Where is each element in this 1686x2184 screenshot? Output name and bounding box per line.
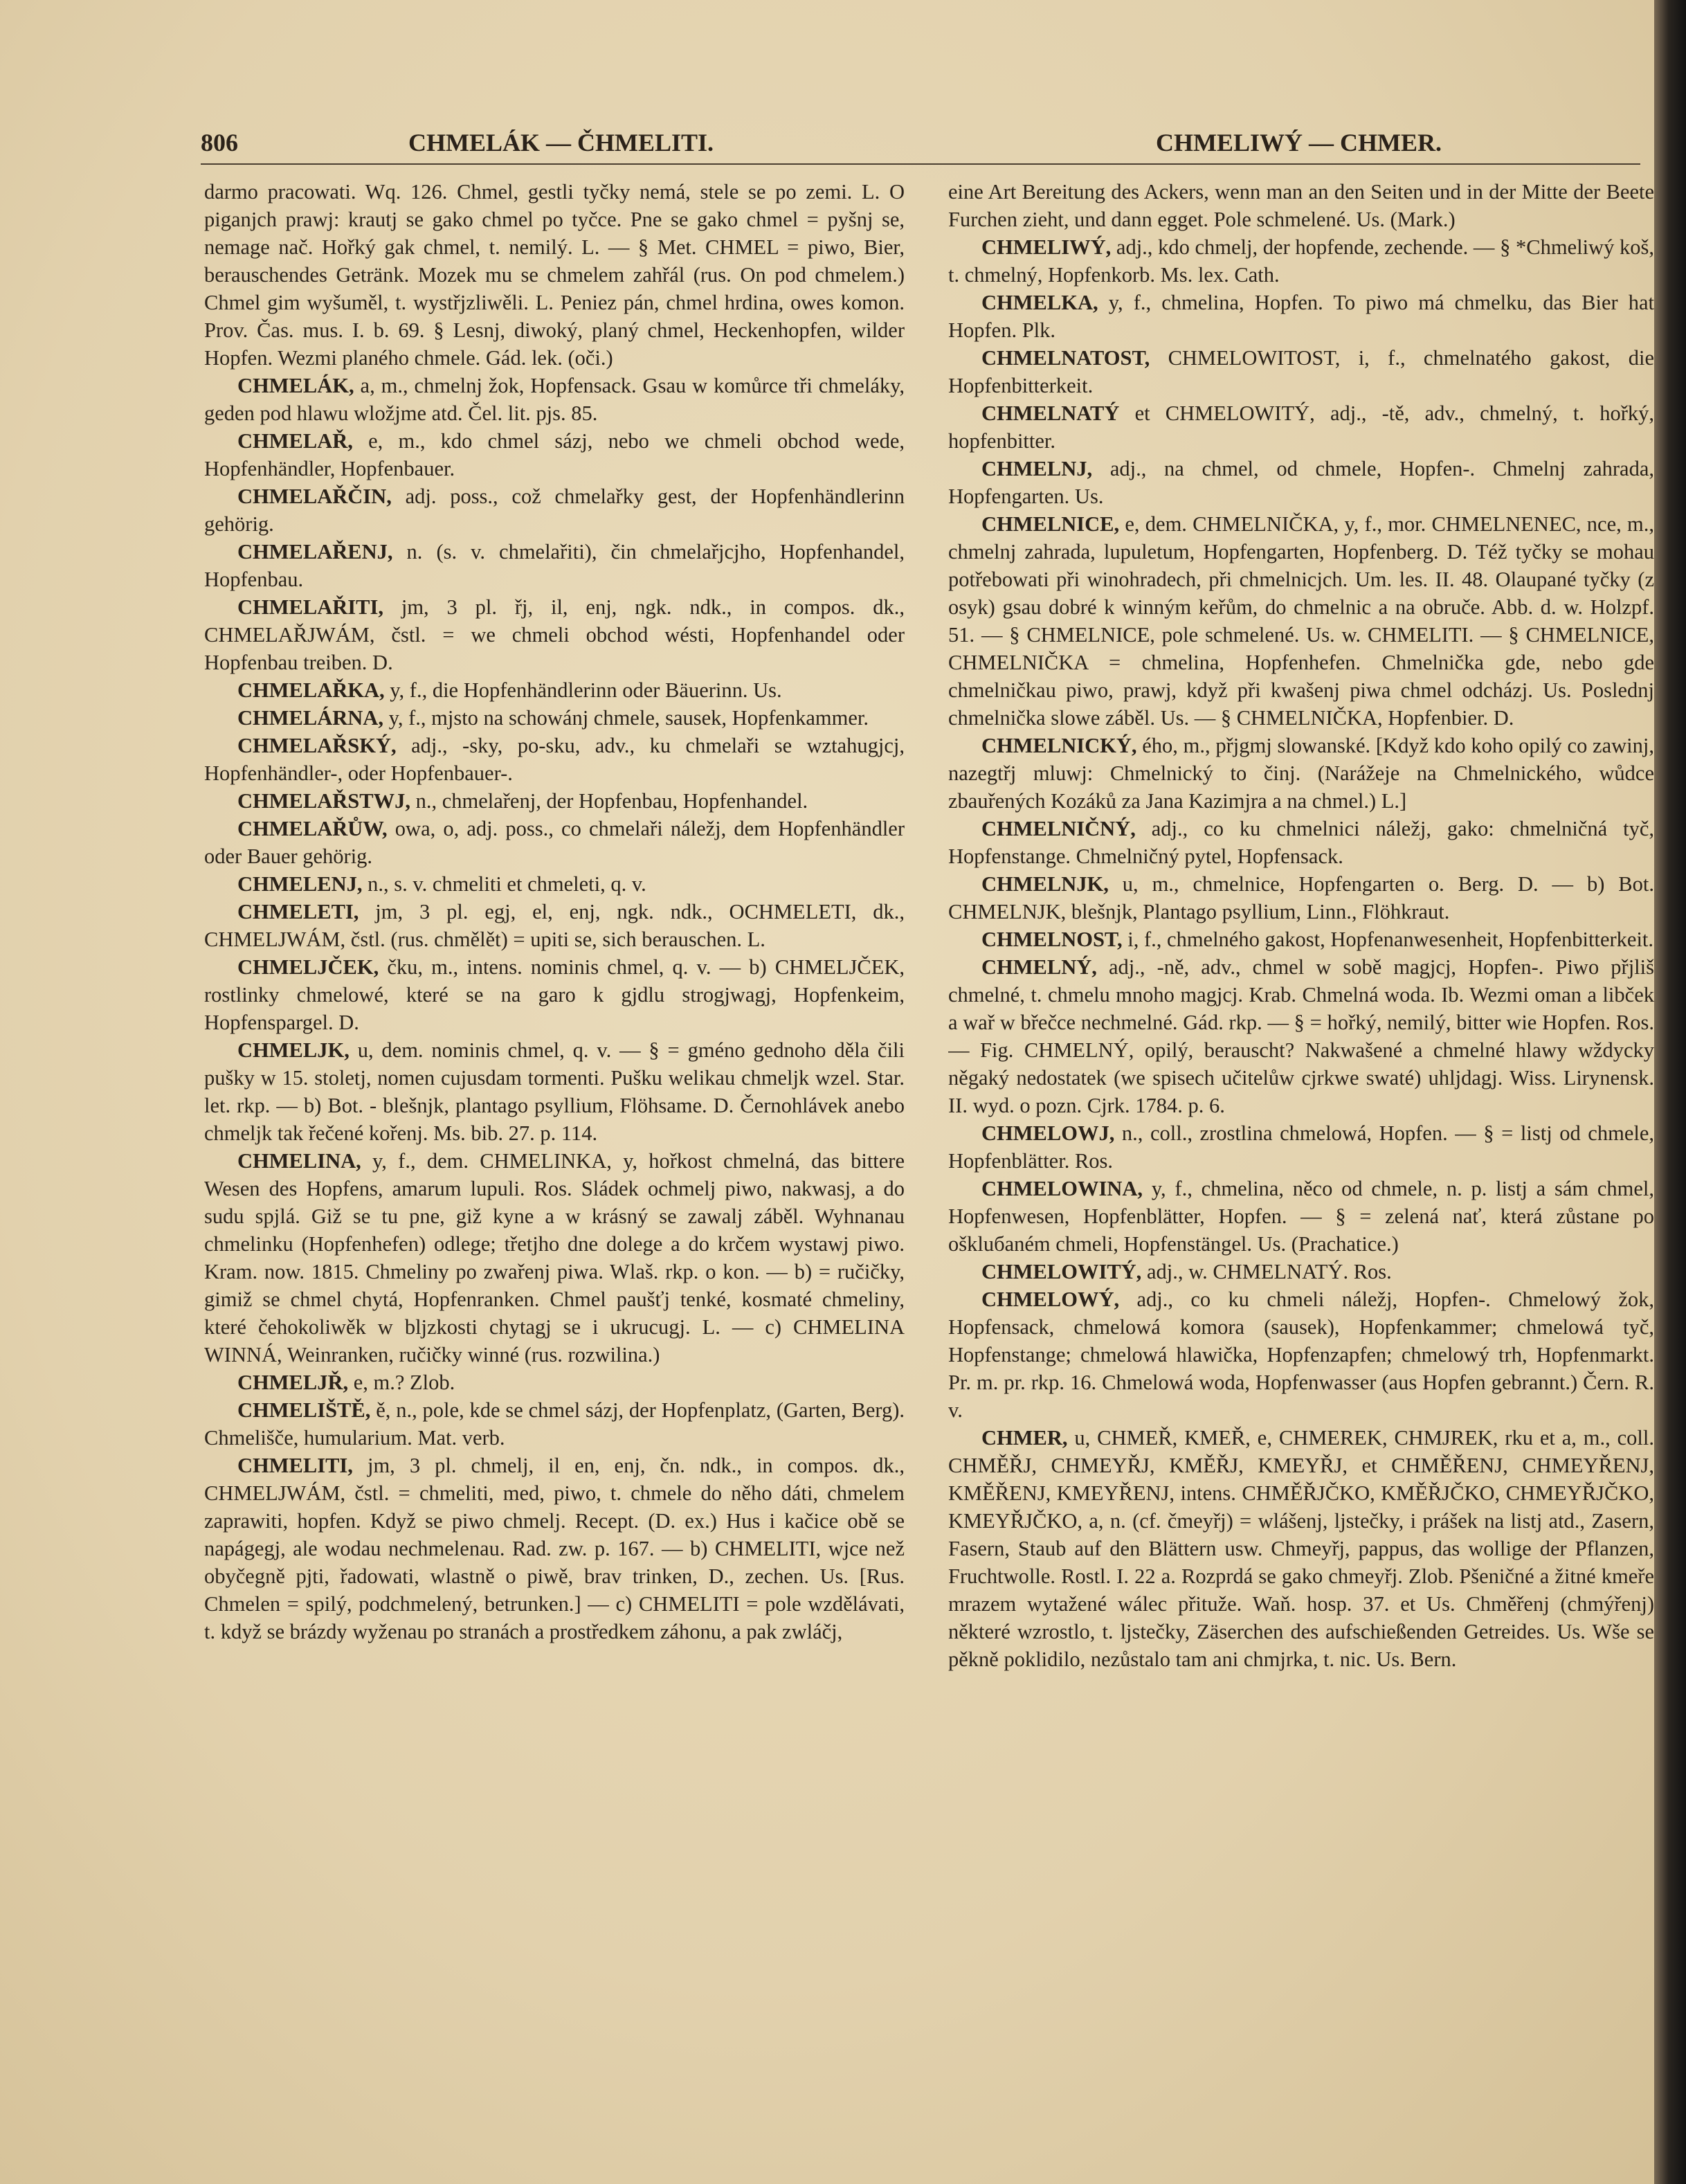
entry-headword: CHMELNATOST, [981,346,1150,370]
dictionary-entry [204,1452,905,1645]
dictionary-entry [948,233,1654,289]
dictionary-entry [948,289,1654,344]
dictionary-entry [204,1369,905,1396]
dictionary-entry [948,1119,1654,1175]
entry-text: jm, 3 pl. chmelj, il en, enj, čn. ndk., in compos. dk., CHMELJWÁM, čstl. = chmeliti, med, piwo, t. chmele do něho dáti, chmelem zaprawiti, hopfen. Když se piwo chmelj. Recept. (D. ex.) Hus i kačice obě se napágegj, ale wodau nechmelenau. Rad. zw. p. 167. — b) CHMELITI, wjce než obyčegně pjti, řadowati, wlastně o piwě, brav trinken, D., zechen. Us. [Rus. Chmelen = spilý, podchmelený, betrunken.] — c) CHMELITI = pole wzdělávati, t. když se brázdy wyženau po stranách a prostředkem záhonu, a pak zwláčj, [204,1454,905,1643]
entry-text: et CHMELOWITÝ, adj., -tě, adv., chmelný, t. hořký, hopfenbitter. [948,401,1654,453]
entry-text: adj., -sky, po-sku, adv., ku chmelaři se wztahugjcj, Hopfenhändler-, oder Hopfenbauer-. [204,734,905,785]
dictionary-entry [204,538,905,593]
dictionary-entry [204,898,905,953]
dictionary-entry [948,455,1654,510]
entry-headword: CHMELJŘ, [237,1371,349,1394]
entry-text: darmo pracowati. Wq. 126. Chmel, gestli tyčky nemá, stele se po zemi. L. O piganjch prawj: krautj se gako chmel po tyčce. Pne se gako chmel = pyšnj se, nemage nač. Hořký gak chmel, t. nemilý. L. — § Met. CHMEL = piwo, Bier, berauschendes Getränk. Mozek mu se chmelem zahřál (rus. On pod chmelem.) Chmel gim wyšuměl, t. wystřjzliwěli. L. Peniez pán, chmel hrdina, owes komon. Prov. Čas. mus. I. b. 69. § Lesnj, diwoký, planý chmel, Heckenhopfen, wilder Hopfen. Wezmi planého chmele. Gád. lek. (oči.) [204,180,905,370]
entry-text: ého, m., přjgmj slowanské. [Když kdo koho opilý co zawinj, nazegtřj mluwj: Chmelnický to činj. (Narážeje na Chmelnického, wůdce zbauřených Kozáků za Jana Kazimjra a na chmel.) L.] [948,734,1654,813]
entry-headword: CHMELETI, [237,900,359,923]
dictionary-entry [948,510,1654,732]
entry-text: e, m.? Zlob. [348,1371,455,1394]
entry-text: i, f., chmelného gakost, Hopfenanwesenheit, Hopfenbitterkeit. [1122,928,1654,951]
entry-text: n. (s. v. chmelařiti), čin chmelařjcjho, Hopfenhandel, Hopfenbau. [204,540,905,591]
entry-headword: CHMELENJ, [237,872,363,896]
entry-headword: CHMELIWÝ, [981,235,1112,259]
entry-headword: CHMELAŘČIN, [237,485,392,508]
entry-headword: CHMELAŘKA, [237,678,385,702]
entry-text: n., coll., zrostlina chmelowá, Hopfen. — § = listj od chmele, Hopfenblätter. Ros. [948,1121,1654,1173]
dictionary-entry [948,926,1654,953]
entry-text: adj., w. CHMELNATÝ. Ros. [1141,1260,1392,1283]
entry-headword: CHMELJK, [237,1038,350,1062]
entry-headword: CHMELNÝ, [981,955,1097,979]
entry-headword: CHMELNIČNÝ, [981,817,1136,840]
dictionary-entry [204,787,905,815]
entry-text: owa, o, adj. poss., co chmelaři náležj, dem Hopfenhändler oder Bauer gehörig. [204,817,905,868]
dictionary-entry [948,953,1654,1119]
dictionary-entry [948,732,1654,815]
dictionary-entry [204,732,905,787]
entry-headword: CHMELOWÝ, [981,1288,1120,1311]
entry-headword: CHMELIŠTĚ, [237,1398,371,1422]
dictionary-entry [948,399,1654,455]
dictionary-entry [948,1175,1654,1258]
entry-text: adj., kdo chmelj, der hopfende, zechende. — § *Chmeliwý koš, t. chmelný, Hopfenkorb. Ms. lex. Cath. [948,235,1654,287]
entry-text: y, f., chmelina, něco od chmele, n. p. listj a sám chmel, Hopfenwesen, Hopfenblätter, Hopfen. — § = zelená nať, která zůstane po oškluбaném chmeli, Hopfenstängel. Us. (Prachatice.) [948,1177,1654,1256]
entry-text: n., chmelařenj, der Hopfenbau, Hopfenhandel. [410,789,808,813]
entry-headword: CHMELNJK, [981,872,1109,896]
entry-text: jm, 3 pl. egj, el, enj, ngk. ndk., OCHMELETI, dk., CHMELJWÁM, čstl. (rus. chmělět) = upiti se, sich berauschen. L. [204,900,905,951]
entry-text: jm, 3 pl. řj, il, enj, ngk. ndk., in compos. dk., CHMELAŘJWÁM, čstl. = we chmeli obchod wésti, Hopfenhandel oder Hopfenbau treiben. D. [204,595,905,674]
entry-text: a, m., chmelnj žok, Hopfensack. Gsau w komůrce tři chmeláky, geden pod hlawu wložjme atd. Čel. lit. pjs. 85. [204,374,905,425]
entry-text: e, m., kdo chmel sázj, nebo we chmeli obchod wede, Hopfenhändler, Hopfenbauer. [204,429,905,480]
entry-text: y, f., die Hopfenhändlerinn oder Bäuerinn. Us. [384,678,782,702]
dictionary-entry [204,482,905,538]
dictionary-entry [204,372,905,427]
entry-text: adj., co ku chmeli náležj, Hopfen-. Chmelowý žok, Hopfensack, chmelowá komora (sausek), Hopfenkammer; chmelowá tyč, Hopfenstange; chmelowá hlawička, Hopfenzapfen; chmelowý trh, Hopfenmarkt. Pr. m. pr. rkp. 16. Chmelowá woda, Hopfenwasser (aus Hopfen gebrannt.) Čern. R. v. [948,1288,1654,1422]
dictionary-entry [948,344,1654,399]
entry-headword: CHMELKA, [981,291,1098,314]
entry-text: u, m., chmelnice, Hopfengarten o. Berg. D. — b) Bot. CHMELNJK, blešnjk, Plantago psyllium, Linn., Flöhkraut. [948,872,1654,923]
entry-text: čku, m., intens. nominis chmel, q. v. — b) CHMELJČEK, rostlinky chmelowé, které se na garo k gjdlu strogjwagj, Hopfenkeim, Hopfenspargel. D. [204,955,905,1034]
entry-headword: CHMELÁK, [237,374,354,397]
entry-headword: CHMELAŘSTWJ, [237,789,410,813]
entry-headword: CHMELAŘ, [237,429,353,453]
dictionary-entry [204,704,905,732]
dictionary-entry [204,1147,905,1369]
entry-text: adj., -ně, adv., chmel w sobě magjcj, Hopfen-. Piwo přjliš chmelné, t. chmelu mnoho magjcj. Krab. Chmelná woda. Ib. Wezmi oman a libček a wař w břečce nechmelné. Gád. rkp. — § = hořký, nemilý, bitter wie Hopfen. Ros. — Fig. CHMELNÝ, opilý, berauscht? Nakwašené a chmelné hlawy wždycky něgaký nedostatek (we spisech učitelůw cjrkwe swaté) uhljdagj. Wiss. Lirynensk. II. wyd. o pozn. Cjrk. 1784. p. 6. [948,955,1654,1117]
entry-headword: CHMELNICE, [981,512,1120,536]
dictionary-entry [948,1285,1654,1424]
dictionary-entry [204,870,905,898]
entry-headword: CHMELOWINA, [981,1177,1143,1200]
entry-text: u, dem. nominis chmel, q. v. — § = gméno gednoho děla čili pušky w 15. stoletj, nomen cujusdam tormenti. Pušku welikau chmeljk wzel. Star. let. rkp. — b) Bot. - blešnjk, plantago psyllium, Flöhsame. D. Černohlávek anebo chmeljk tak řečené kořenj. Ms. bib. 27. p. 114. [204,1038,905,1145]
entry-text: eine Art Bereitung des Ackers, wenn man an den Seiten und in der Mitte der Beete Furchen zieht, und dann egget. Pole schmelené. Us. (Mark.) [948,180,1654,231]
entry-headword: CHMELITI, [237,1454,353,1477]
entry-text: ě, n., pole, kde se chmel sázj, der Hopfenplatz, (Garten, Berg). Chmelišče, humularium. Mat. verb. [204,1398,905,1450]
entry-headword: CHMELNJ, [981,457,1093,480]
dictionary-entry [948,1258,1654,1285]
entry-text: e, dem. CHMELNIČKA, y, f., mor. CHMELNENEC, nce, m., chmelnj zahrada, lupuletum, Hopfengarten, Hopfenberg. D. Též tyčky se mohau potřebowati při winohradech, při chmelnicjch. Um. les. II. 48. Olaupané tyčky (z osyk) gsau dobré k winným keřům, do chmelnic a na obruče. Abb. d. w. Holzpf. 51. — § CHMELNICE, pole schmelené. Us. w. CHMELITI. — § CHMELNICE, CHMELNIČKA = chmelina, Hopfenhefen. Chmelnička gde, nebo gde chmelničkau piwo, prawj, když při kwašenj piwa chmel odcházj. Us. Poslednj chmelnička slowe záběl. Us. — § CHMELNIČKA, Hopfenbier. D. [948,512,1654,730]
dictionary-entry [204,1396,905,1452]
entry-headword: CHMELÁRNA, [237,706,383,730]
entry-text: n., s. v. chmeliti et chmeleti, q. v. [362,872,646,896]
dictionary-entry [204,427,905,482]
dictionary-entry [948,815,1654,870]
entry-text: adj., co ku chmelnici náležj, gako: chmelničná tyč, Hopfenstange. Chmelničný pytel, Hopfensack. [948,817,1654,868]
dictionary-entry [204,815,905,870]
entry-headword: CHMELOWJ, [981,1121,1115,1145]
left-running-title: CHMELÁK — ČHMELITI. [408,129,714,156]
dictionary-entry [204,593,905,676]
right-running-title: CHMELIWÝ — CHMER. [1156,129,1442,156]
right-column [948,178,1654,2151]
entry-headword: CHMELINA, [237,1149,361,1173]
entry-headword: CHMER, [981,1426,1068,1450]
page-number: 806 [201,129,238,156]
entry-text: y, f., chmelina, Hopfen. To piwo má chmelku, das Bier hat Hopfen. Plk. [948,291,1654,342]
book-binding-edge [1654,0,1686,2184]
entry-headword: CHMELNICKÝ, [981,734,1137,757]
entry-text: y, f., dem. CHMELINKA, y, hořkost chmelná, das bittere Wesen des Hopfens, amarum lupuli. Ros. Sládek ochmelj piwo, nakwasj, a do sudu spjlá. Giž se tu pne, giž kyne a w krásný se zawalj záběl. Wyhnanau chmelinku (Hopfenhefen) odlege; třetjho dne dolege a do krčem wystawj piwo. Kram. now. 1815. Chmeliny po zwařenj piwa. Wlaš. rkp. o kon. — b) = ručičky, gimiž se chmel chytá, Hopfenranken. Chmel paušťj tenké, kosmaté chmeliny, které čehokoliwěk w bljzkosti chytagj se i ukrucugj. L. — c) CHMELINA WINNÁ, Weinranken, ručičky winné (rus. rozwilina.) [204,1149,905,1366]
dictionary-entry [204,676,905,704]
entry-text: adj., na chmel, od chmele, Hopfen-. Chmelnj zahrada, Hopfengarten. Us. [948,457,1654,508]
dictionary-entry [204,953,905,1036]
entry-headword: CHMELAŘENJ, [237,540,393,563]
entry-text: u, CHMEŘ, KMEŘ, e, CHMEREK, CHMJREK, rku et a, m., coll. CHMĚŘJ, CHMEYŘJ, KMĚŘJ, KMEYŘJ, et CHMĚŘENJ, CHMEYŘENJ, KMĚŘENJ, KMEYŘENJ, intens. CHMĚŘJČKO, KMĚŘJČKO, CHMEYŘJČKO, KMEYŘJČKO, a, n. (cf. čmeyřj) = wlášenj, ljstečky, i prášek na listj atd., Zasern, Fasern, Staub auf den Blättern usw. Chmeyřj, pappus, das wollige der Pflanzen, Fruchtwolle. Rostl. I. 22 a. Rozprdá se gako chmeyřj. Zlob. Pšeničné a žitné kmeře mrazem wytažené wálec přituže. Waň. hosp. 37. et Us. Chměřenj (chmýřenj) některé wzrostlo, t. ljstečky, Zäserchen des aufschießenden Getreides. Us. Wše se pěkně poklidilo, nezůstalo tam ani chmjrka, t. nic. Us. Bern. [948,1426,1654,1671]
entry-text: CHMELOWITOST, i, f., chmelnatého gakost, die Hopfenbitterkeit. [948,346,1654,397]
dictionary-entry [948,870,1654,926]
continued-text [204,178,905,372]
entry-headword: CHMELOWITÝ, [981,1260,1142,1283]
entry-headword: CHMELNATÝ [981,401,1120,425]
entry-headword: CHMELAŘSKÝ, [237,734,397,757]
left-column [204,178,905,2151]
entry-headword: CHMELAŘITI, [237,595,383,619]
entry-headword: CHMELAŘŮW, [237,817,388,840]
dictionary-entry [948,1424,1654,1673]
entry-headword: CHMELJČEK, [237,955,379,979]
header-rule [201,163,1640,165]
continued-text [948,178,1654,233]
entry-text: adj. poss., což chmelařky gest, der Hopfenhändlerinn gehörig. [204,485,905,536]
dictionary-entry [204,1036,905,1147]
entry-text: y, f., mjsto na schowánj chmele, sausek, Hopfenkammer. [383,706,869,730]
entry-headword: CHMELNOST, [981,928,1123,951]
